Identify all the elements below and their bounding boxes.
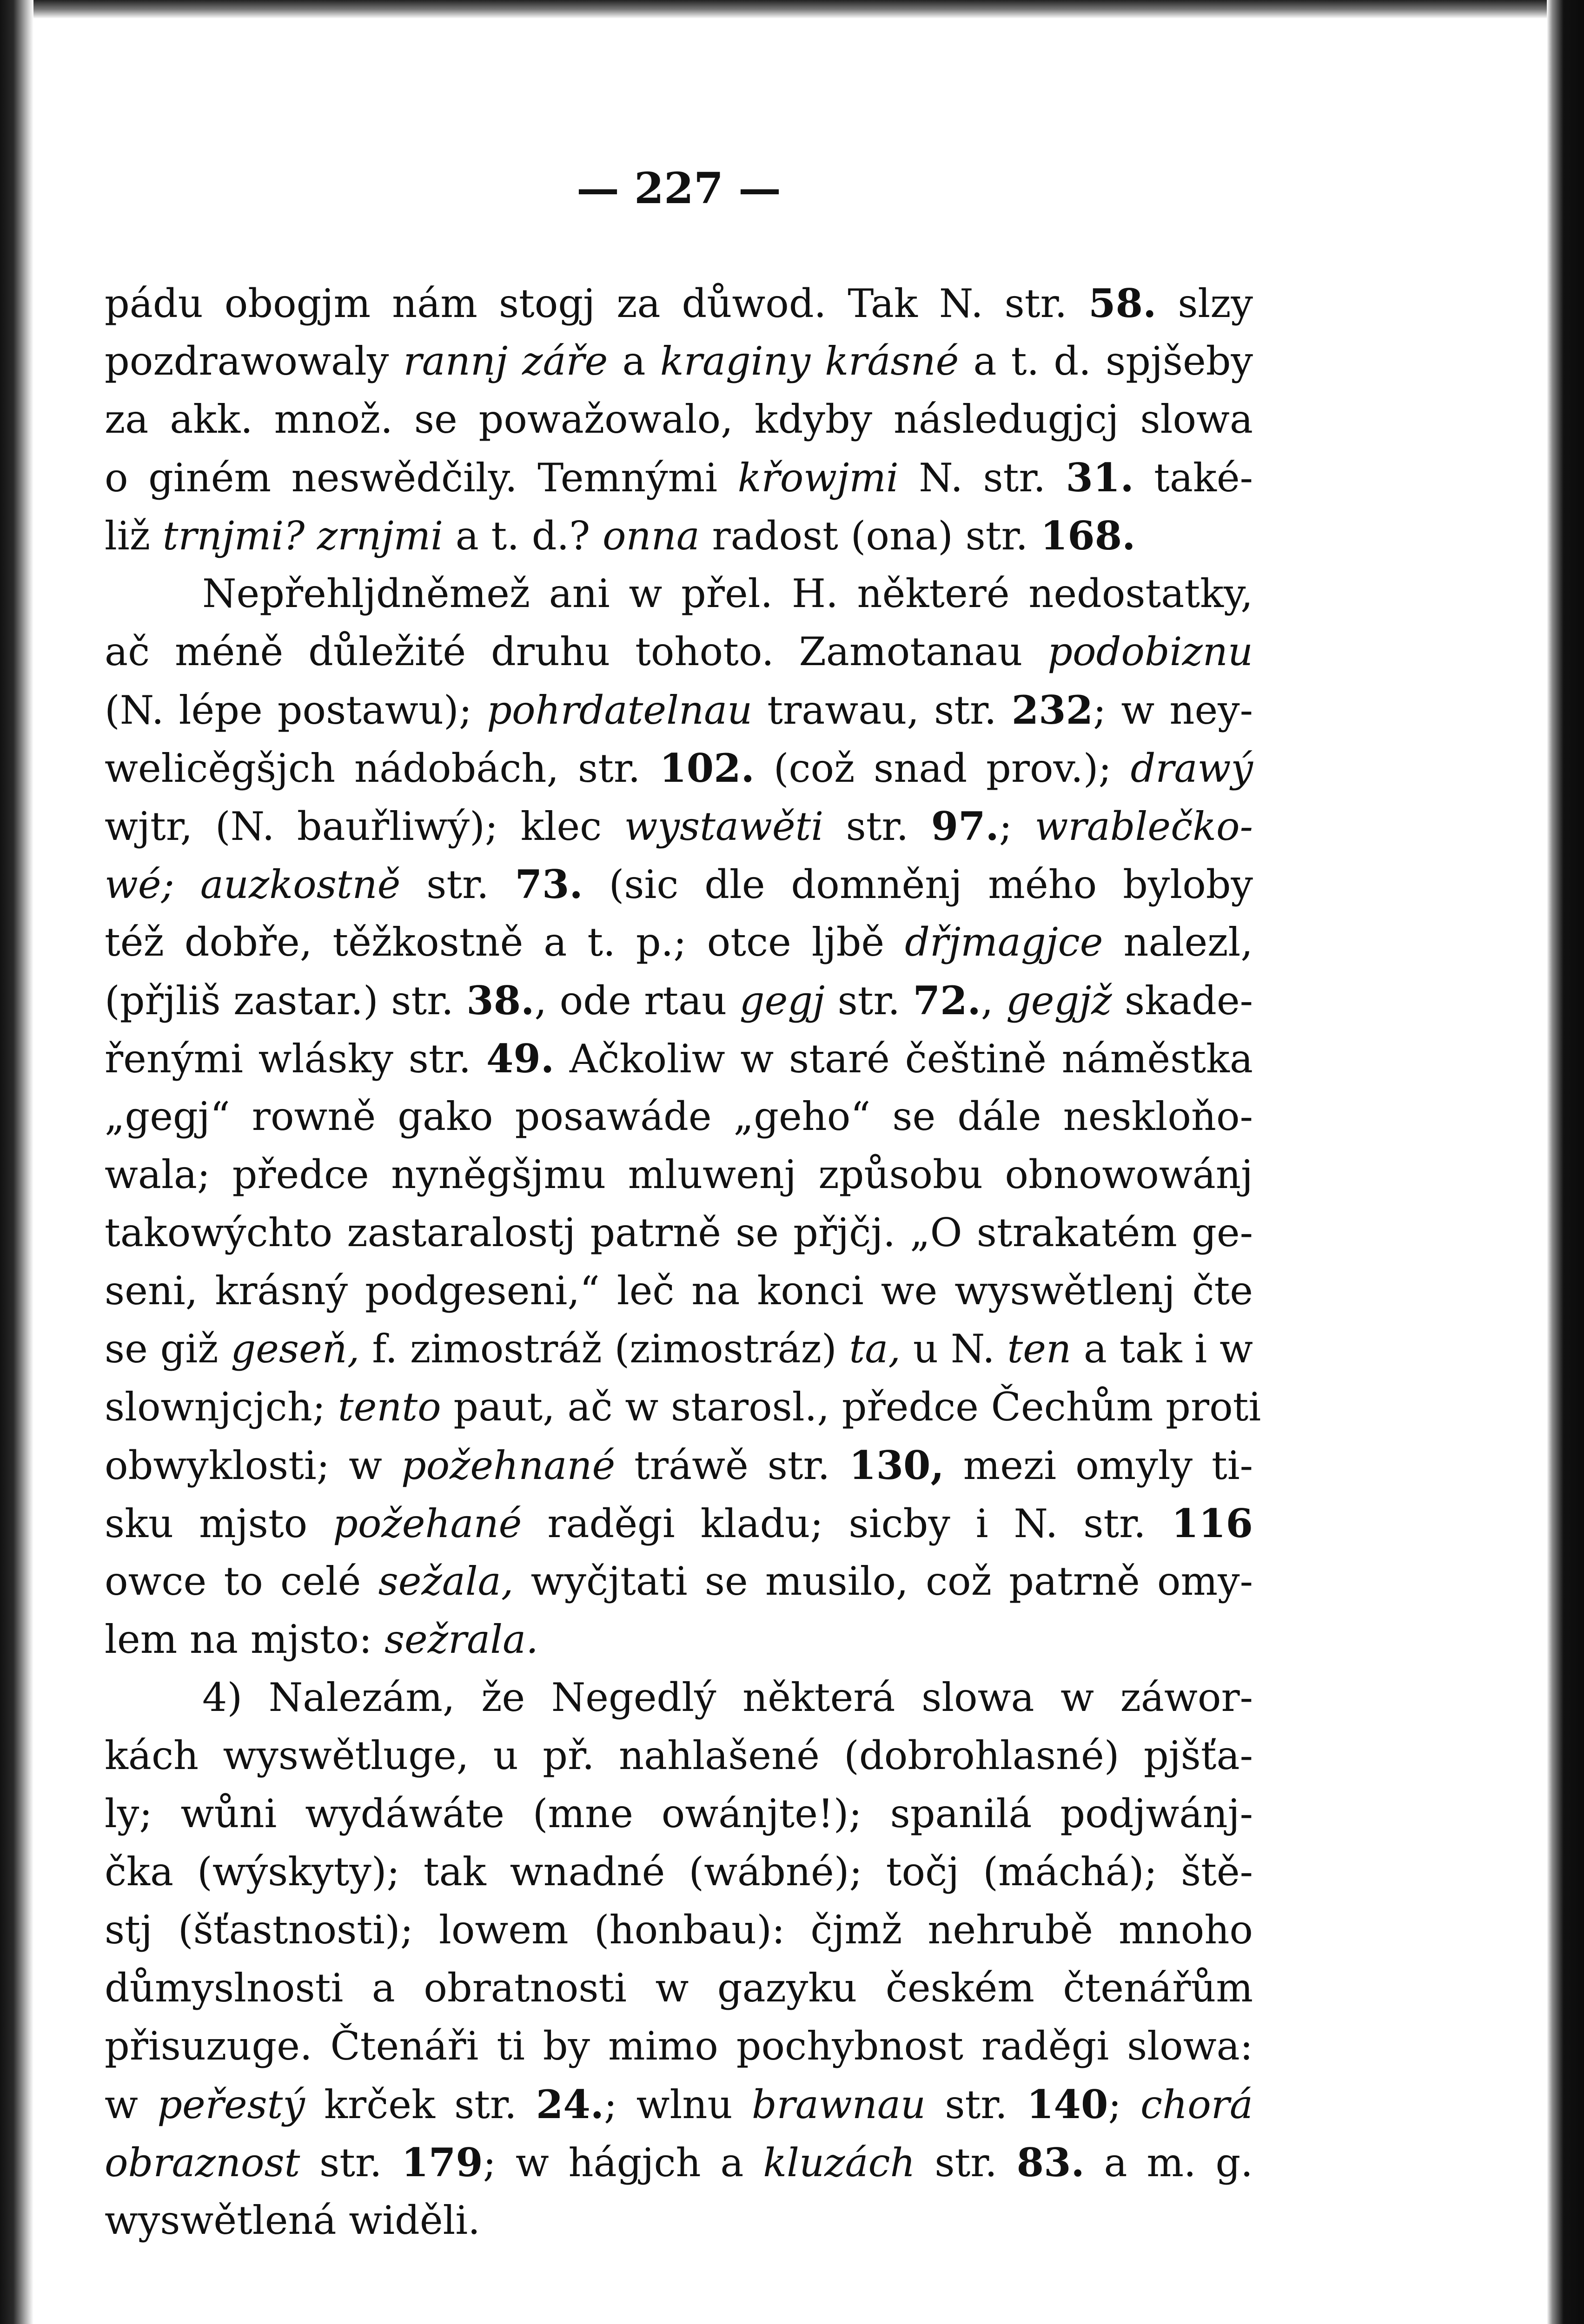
text-segment: raděgi kladu; sicby i N. str.	[522, 1501, 1172, 1546]
text-line	[105, 449, 1253, 507]
text-segment: welicěgšjch nádobách, str.	[105, 746, 660, 791]
text-segment: a m. g.	[1084, 2140, 1253, 2185]
text-line	[105, 2017, 1253, 2075]
text-segment: sežrala.	[384, 1617, 538, 1662]
text-segment: wrablečko-	[1034, 804, 1253, 849]
text-segment: 232	[1011, 687, 1094, 733]
text-line	[105, 1088, 1253, 1146]
page-number: — 227 —	[576, 163, 782, 213]
text-segment: řenými wlásky str.	[105, 1036, 486, 1082]
text-segment: 168.	[1040, 513, 1136, 559]
text-segment: str.	[825, 978, 913, 1023]
text-line	[105, 913, 1253, 971]
text-line	[105, 1320, 1253, 1378]
text-line	[105, 1436, 1253, 1494]
text-segment: (sic dle domněnj mého byloby	[583, 862, 1253, 907]
text-segment: lem na mjsto:	[105, 1617, 384, 1662]
text-line	[105, 1843, 1253, 1901]
text-segment: wjtr, (N. bauřliwý); klec	[105, 804, 624, 849]
text-segment: 73.	[515, 861, 583, 907]
text-line	[105, 1669, 1253, 1727]
text-segment: f. zimostráž (zimostráz)	[359, 1326, 849, 1372]
text-line	[105, 1494, 1253, 1552]
text-segment: mezi omyly ti-	[944, 1443, 1253, 1488]
text-segment: (přjliš zastar.) str.	[105, 978, 467, 1023]
text-segment: (N. lépe postawu);	[105, 687, 487, 733]
text-segment: 72.	[913, 977, 981, 1023]
text-segment: ; w hágjch a	[483, 2140, 763, 2185]
text-segment: 130,	[849, 1442, 944, 1488]
text-segment: důmyslnosti a obratnosti w gazyku českém čtenářům	[105, 1965, 1253, 2011]
text-segment: wystawěti	[624, 804, 824, 849]
text-segment: 58.	[1088, 280, 1157, 326]
text-segment: N. str.	[898, 455, 1066, 501]
text-segment: slownjcjch;	[105, 1384, 338, 1430]
text-segment: Ačkoliw w staré češtině náměstka	[554, 1036, 1253, 1082]
text-segment: onna	[602, 513, 700, 559]
text-line	[105, 1378, 1261, 1436]
text-segment: za akk. množ. se powažowalo, kdyby následugjcj slowa	[105, 396, 1253, 442]
text-segment: požehnané	[401, 1443, 616, 1488]
text-segment: a tak i w	[1071, 1326, 1253, 1372]
text-segment: ; wlnu	[604, 2082, 752, 2127]
text-segment: také-	[1133, 455, 1253, 501]
text-segment: liž	[105, 513, 163, 559]
text-segment: ,	[981, 978, 1006, 1023]
text-segment: ;	[999, 804, 1035, 849]
text-segment: kluzách	[763, 2140, 915, 2185]
text-segment: kách wyswětluge, u př. nahlašené (dobrohlasné) pjšťa-	[105, 1733, 1253, 1778]
text-segment: 4) Nalezám, že Negedlý některá slowa w záwor-	[202, 1675, 1253, 1720]
text-segment: obwyklosti; w	[105, 1443, 401, 1488]
text-segment: owce to celé	[105, 1558, 378, 1604]
text-line	[105, 2133, 1253, 2192]
text-segment: 38.	[466, 977, 535, 1023]
text-line	[105, 390, 1253, 449]
text-line	[105, 1030, 1253, 1088]
page-top-edge	[0, 0, 1584, 19]
text-segment: 102.	[659, 745, 755, 791]
text-segment: „gegj“ rowně gako posawáde „geho“ se dále neskloňo-	[105, 1094, 1253, 1139]
text-segment: radost (ona) str.	[699, 513, 1041, 559]
text-segment: se giž	[105, 1326, 231, 1372]
text-segment: křowjmi	[737, 455, 899, 501]
text-line	[105, 681, 1253, 739]
text-segment: o giném neswědčily. Temnými	[105, 455, 738, 501]
text-segment: auzkostně	[200, 862, 401, 907]
text-segment: a	[608, 338, 660, 384]
text-segment: pohrdatelnau	[487, 687, 753, 733]
text-segment: ly; wůni wydáwáte (mne owánjte!); spanilá podjwánj-	[105, 1791, 1253, 1836]
text-segment: podobiznu	[1047, 629, 1253, 674]
text-segment: geseň,	[231, 1326, 360, 1372]
text-segment: 49.	[486, 1036, 555, 1082]
text-segment: obraznost	[105, 2140, 300, 2185]
text-segment: str.	[400, 862, 515, 907]
text-segment: peřestý	[157, 2082, 305, 2127]
text-segment: pozdrawowaly	[105, 338, 404, 384]
page-outer-edge	[1547, 0, 1584, 2324]
text-segment: seni, krásný podgeseni,“ leč na konci we wyswětlenj čte	[105, 1268, 1253, 1314]
text-segment: brawnau	[751, 2082, 926, 2127]
text-segment: paut, ač w starosl., předce Čechům proti	[441, 1384, 1261, 1430]
text-segment: (což snad prov.);	[754, 746, 1131, 791]
text-segment: wala; předce nyněgšjmu mluwenj způsobu obnowowánj	[105, 1152, 1253, 1197]
text-segment: str.	[823, 804, 931, 849]
text-line	[105, 855, 1253, 913]
text-line	[105, 2075, 1253, 2133]
text-segment: sežala,	[378, 1558, 514, 1604]
text-segment: stj (šťastnosti); lowem (honbau): čjmž nehrubě mnoho	[105, 1907, 1253, 1953]
text-segment	[305, 513, 317, 559]
text-segment: wé;	[105, 862, 174, 907]
text-segment: ; w ney-	[1093, 687, 1253, 733]
text-line	[105, 739, 1253, 797]
text-line	[105, 1146, 1253, 1204]
text-segment: Nepřehljdněmež ani w přel. H. některé nedostatky,	[202, 571, 1253, 616]
text-segment: 140	[1027, 2081, 1108, 2127]
text-segment: w	[105, 2082, 158, 2127]
text-line	[105, 507, 1253, 565]
text-segment	[174, 862, 200, 907]
page-binding-edge	[0, 0, 33, 2324]
text-segment: pádu obogjm nám stogj za důwod. Tak N. str.	[105, 281, 1089, 326]
text-line	[105, 565, 1253, 623]
text-segment: wyswětlená widěli.	[105, 2198, 480, 2243]
text-segment: a t. d.?	[443, 513, 603, 559]
text-line	[105, 332, 1253, 390]
text-segment: ta,	[849, 1326, 901, 1372]
text-segment: chorá	[1140, 2082, 1253, 2127]
text-line	[105, 1959, 1253, 2017]
text-segment: ;	[1108, 2082, 1141, 2127]
text-line	[105, 1727, 1253, 1785]
text-segment: tráwě str.	[615, 1443, 849, 1488]
text-segment: požehané	[333, 1501, 522, 1546]
text-segment: drawý	[1130, 746, 1253, 791]
text-segment: 179	[401, 2139, 483, 2185]
body-text	[105, 274, 1261, 2250]
text-segment: slzy	[1156, 281, 1253, 326]
text-line	[105, 1204, 1253, 1262]
text-segment: takowýchto zastaralostj patrně se přjčj. „O strakatém ge-	[105, 1210, 1253, 1255]
text-segment: 97.	[931, 803, 999, 849]
text-segment: dřjmagjce	[905, 919, 1103, 965]
text-line	[105, 1901, 1253, 1959]
text-segment: ten	[1007, 1326, 1072, 1372]
text-segment: 24.	[536, 2081, 604, 2127]
text-segment: též dobře, těžkostně a t. p.; otce ljbě	[105, 919, 905, 965]
text-segment: rannj záře	[403, 338, 608, 384]
text-line	[105, 1552, 1253, 1611]
text-segment: zrnjmi	[317, 513, 444, 559]
text-segment: 116	[1171, 1500, 1253, 1546]
text-segment: nalezl,	[1103, 919, 1253, 965]
text-segment: trawau, str.	[752, 687, 1012, 733]
text-segment: trnjmi?	[162, 513, 305, 559]
text-segment: str.	[926, 2082, 1027, 2127]
text-segment: sku mjsto	[105, 1501, 333, 1546]
text-segment: tento	[338, 1384, 441, 1430]
text-line	[105, 1785, 1253, 1843]
text-segment: skade-	[1112, 978, 1253, 1023]
text-segment: gegj	[739, 978, 825, 1023]
text-segment: str.	[300, 2140, 402, 2185]
text-line	[105, 623, 1253, 681]
text-segment: gegjž	[1006, 978, 1112, 1023]
text-line	[105, 2192, 1253, 2250]
text-segment: wyčjtati se musilo, což patrně omy-	[513, 1558, 1253, 1604]
text-segment: 31.	[1066, 455, 1134, 501]
text-line	[105, 274, 1253, 332]
text-segment: čka (wýskyty); tak wnadné (wábné); točj (máchá); ště-	[105, 1849, 1253, 1895]
text-line	[105, 1611, 1253, 1669]
text-line	[105, 971, 1253, 1030]
text-segment: str.	[915, 2140, 1017, 2185]
text-segment: přisuzuge. Čtenáři ti by mimo pochybnost raděgi slowa:	[105, 2023, 1253, 2069]
text-segment: u N.	[901, 1326, 1007, 1372]
text-segment: a t. d. spjšeby	[959, 338, 1253, 384]
text-block	[105, 153, 1261, 2250]
text-line	[105, 1262, 1253, 1320]
text-segment: krček str.	[305, 2082, 536, 2127]
text-segment: kraginy krásné	[660, 338, 959, 384]
text-line	[105, 797, 1253, 855]
text-segment: ač méně důležité druhu tohoto. Zamotanau	[105, 629, 1048, 674]
text-segment: , ode rtau	[534, 978, 740, 1023]
text-segment: 83.	[1016, 2139, 1085, 2185]
